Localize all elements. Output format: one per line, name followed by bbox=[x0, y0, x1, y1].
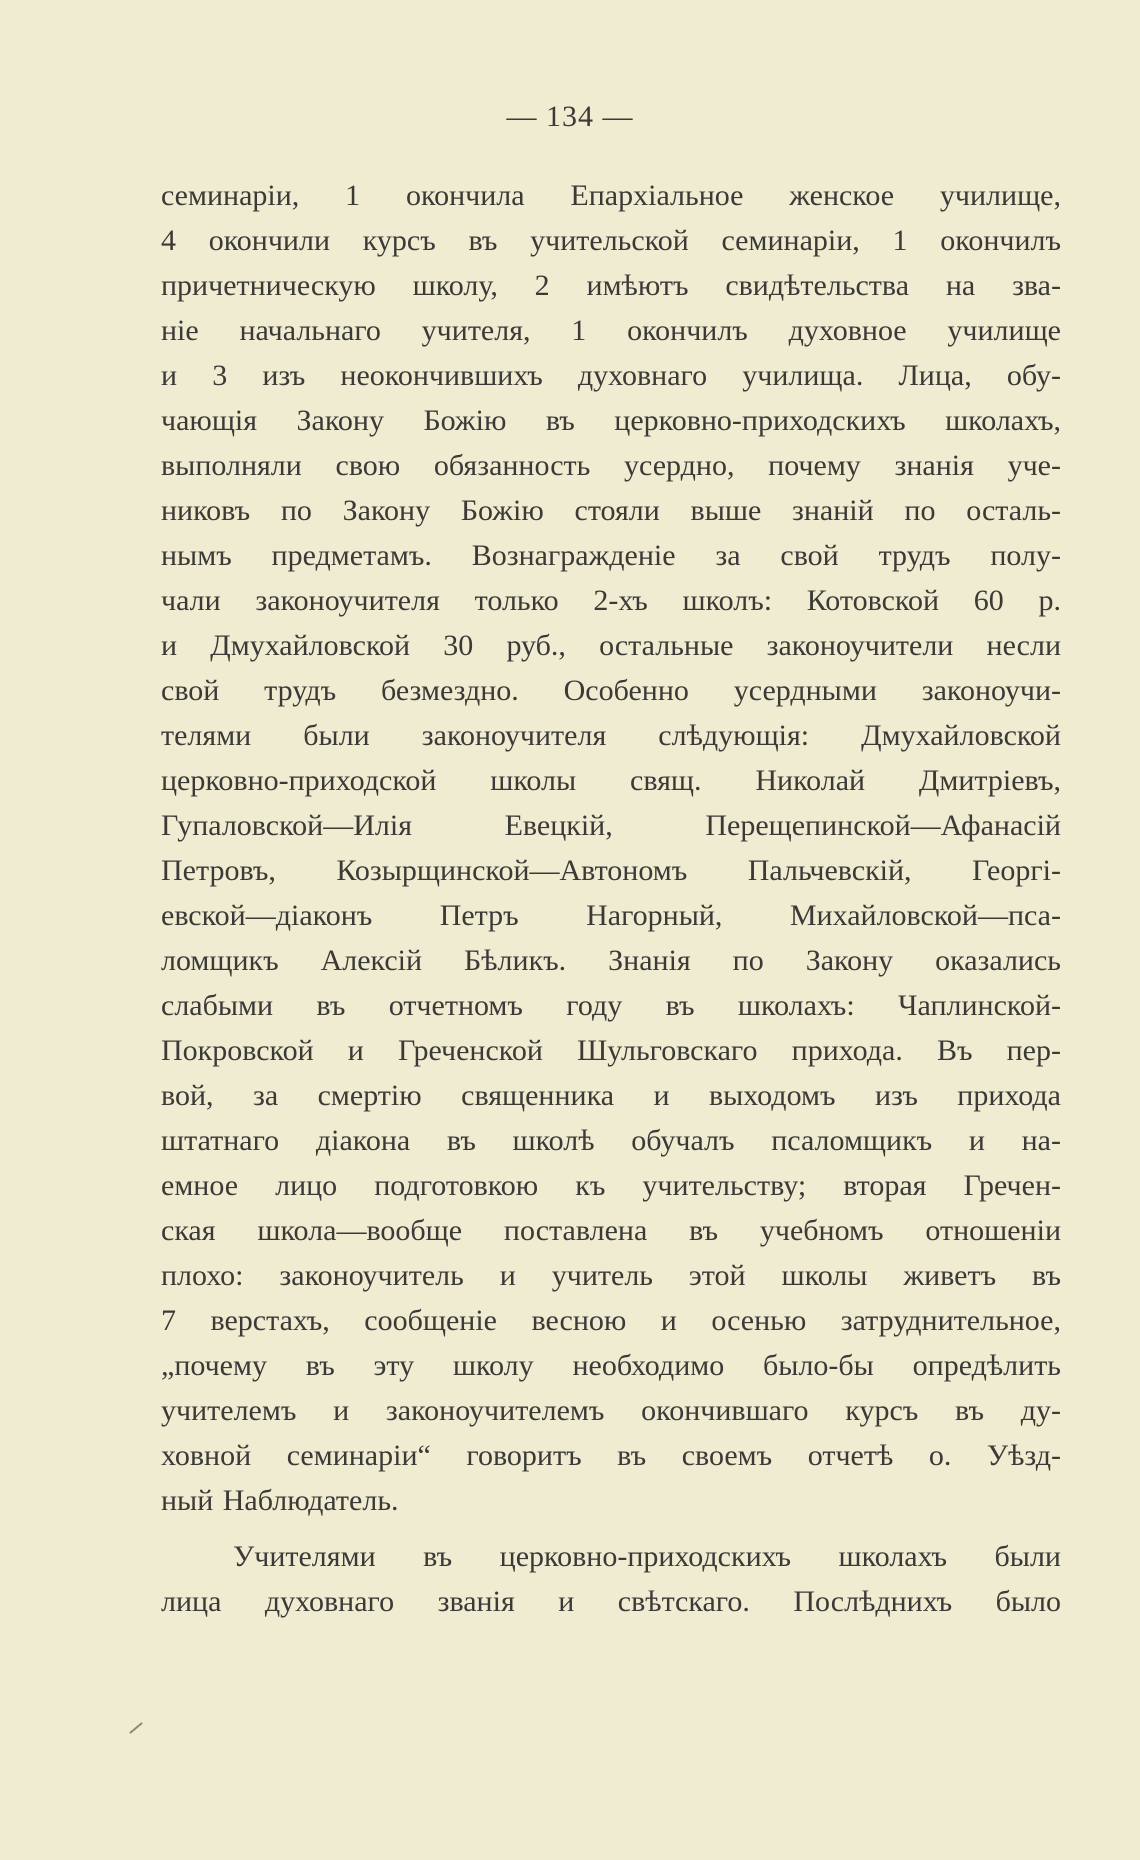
text-line: Покровской и Греченской Шульговскаго прихода. Въ пер- bbox=[161, 1034, 1061, 1067]
text-line: ская школа—вообще поставлена въ учебномъ отношеніи bbox=[161, 1214, 1061, 1247]
text-line: причетническую школу, 2 имѣютъ свидѣтельства на зва- bbox=[161, 269, 1061, 302]
text-line: вой, за смертію священника и выходомъ изъ прихода bbox=[161, 1079, 1061, 1112]
text-line: выполняли свою обязанность усердно, почему знанія уче- bbox=[161, 449, 1061, 482]
text-line: емное лицо подготовкою къ учительству; вторая Гречен- bbox=[161, 1169, 1061, 1202]
text-line: плохо: законоучитель и учитель этой школы живетъ въ bbox=[161, 1259, 1061, 1292]
text-line: церковно-приходской школы свящ. Николай Дмитріевъ, bbox=[161, 764, 1061, 797]
page-number: — 134 — bbox=[506, 100, 634, 133]
paragraph-1 bbox=[161, 173, 1061, 1523]
text-line: ховной семинаріи“ говоритъ въ своемъ отчетѣ о. Уѣзд- bbox=[161, 1439, 1061, 1472]
body-text bbox=[161, 173, 1061, 1624]
text-line: чали законоучителя только 2-хъ школъ: Котовской 60 р. bbox=[161, 584, 1061, 617]
text-line: Гупаловской—Илія Евецкій, Перещепинской—Афанасій bbox=[161, 809, 1061, 842]
text-line: 4 окончили курсъ въ учительской семинаріи, 1 окончилъ bbox=[161, 224, 1061, 257]
text-line: учителемъ и законоучителемъ окончившаго курсъ въ ду- bbox=[161, 1394, 1061, 1427]
text-line: свой трудъ безмездно. Особенно усердными законоучи- bbox=[161, 674, 1061, 707]
text-line: 7 верстахъ, сообщеніе весною и осенью затруднительное, bbox=[161, 1304, 1061, 1337]
text-line: Учителями въ церковно-приходскихъ школахъ были bbox=[233, 1540, 1061, 1573]
text-line: ломщикъ Алексій Бѣликъ. Знанія по Закону оказались bbox=[161, 944, 1061, 977]
paragraph-gap bbox=[161, 1523, 1061, 1534]
text-line: и 3 изъ неокончившихъ духовнаго училища. Лица, обу- bbox=[161, 359, 1061, 392]
text-line: семинаріи, 1 окончила Епархіальное женское училище, bbox=[161, 179, 1061, 212]
text-line: никовъ по Закону Божію стояли выше знаній по осталь- bbox=[161, 494, 1061, 527]
text-line: телями были законоучителя слѣдующія: Дмухайловской bbox=[161, 719, 1061, 752]
text-line: „почему въ эту школу необходимо было-бы опредѣлить bbox=[161, 1349, 1061, 1382]
text-line: ный Наблюдатель. bbox=[161, 1484, 399, 1517]
text-line: лица духовнаго званія и свѣтскаго. Послѣднихъ было bbox=[161, 1585, 1061, 1618]
text-line: чающія Закону Божію въ церковно-приходскихъ школахъ, bbox=[161, 404, 1061, 437]
text-line: и Дмухайловской 30 руб., остальные законоучители несли bbox=[161, 629, 1061, 662]
paper-mark bbox=[129, 1722, 143, 1734]
paragraph-2 bbox=[161, 1534, 1061, 1624]
text-line: штатнаго діакона въ школѣ обучалъ псаломщикъ и на- bbox=[161, 1124, 1061, 1157]
text-line: ніе начальнаго учителя, 1 окончилъ духовное училище bbox=[161, 314, 1061, 347]
text-line: Петровъ, Козырщинской—Автономъ Пальчевскій, Георгі- bbox=[161, 854, 1061, 887]
text-line: нымъ предметамъ. Вознагражденіе за свой трудъ полу- bbox=[161, 539, 1061, 572]
text-line: слабыми въ отчетномъ году въ школахъ: Чаплинской- bbox=[161, 989, 1061, 1022]
text-line: евской—діаконъ Петръ Нагорный, Михайловской—пса- bbox=[161, 899, 1061, 932]
